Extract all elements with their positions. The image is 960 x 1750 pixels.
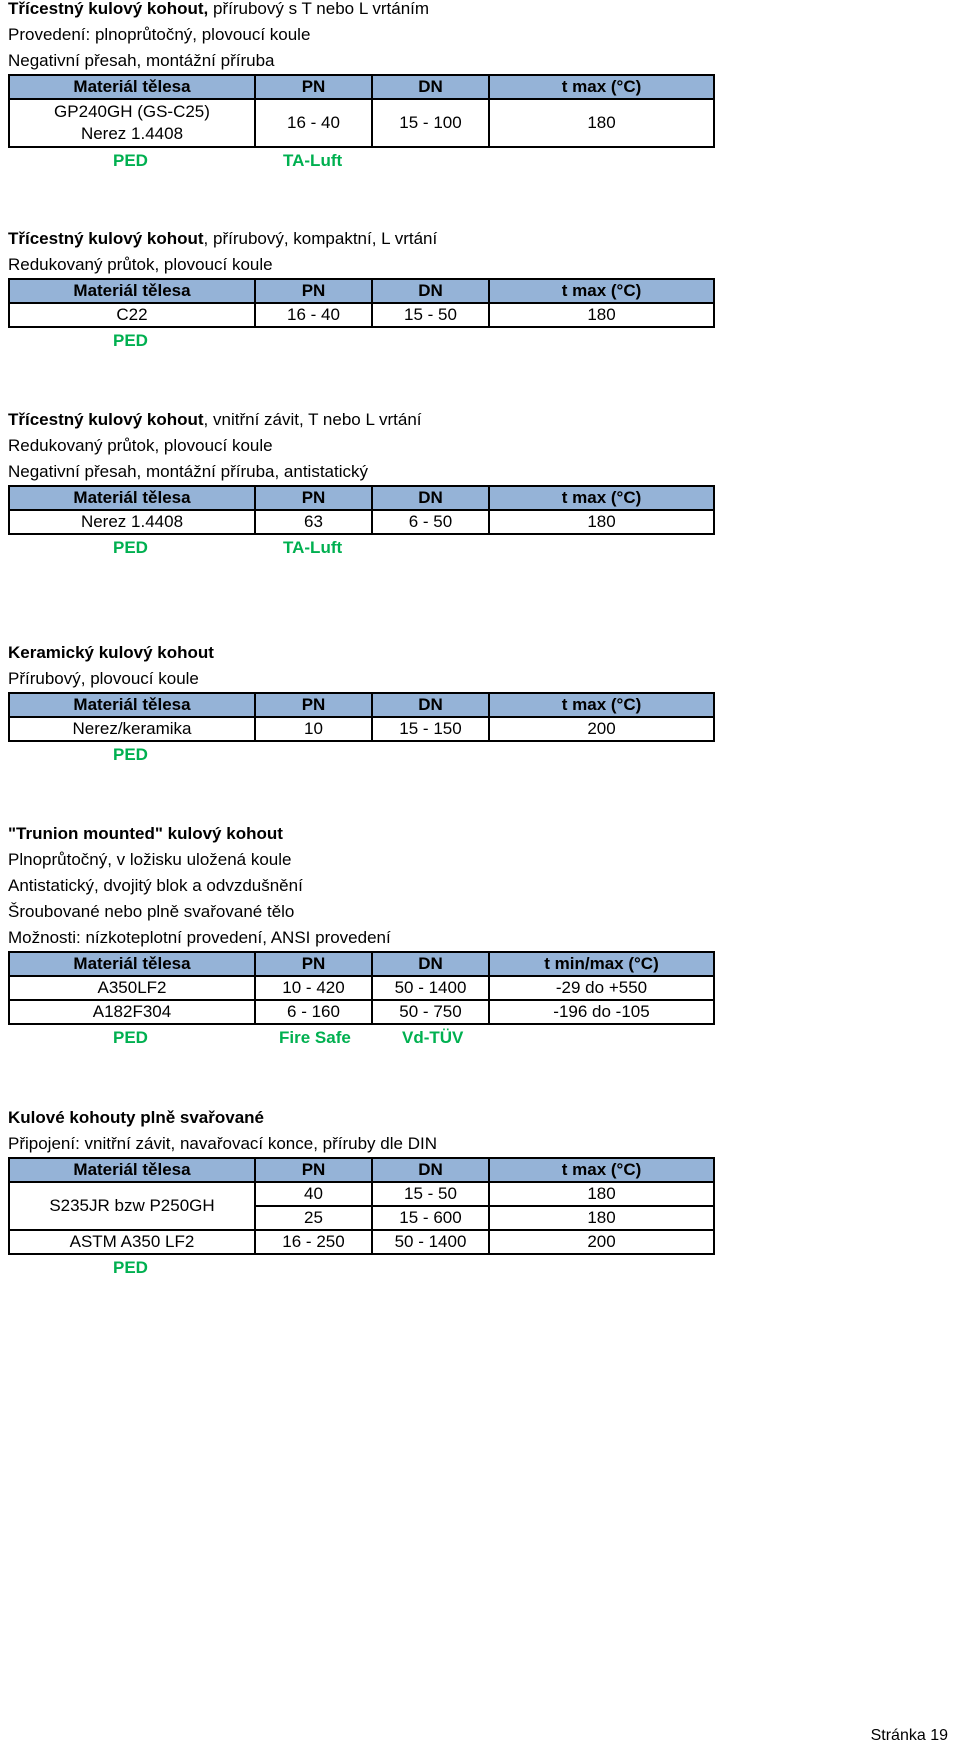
section-title: Kulové kohouty plně svařované: [8, 1108, 265, 1127]
cell-dn: 15 - 600: [372, 1206, 489, 1230]
cell-dn: 6 - 50: [372, 510, 489, 534]
description-line: Negativní přesah, montážní příruba, antistatický: [8, 462, 369, 481]
table-header-row: [9, 1158, 714, 1182]
table-row: [9, 717, 714, 741]
spec-table: [8, 1157, 715, 1255]
section-three-way-threaded: [8, 407, 713, 561]
cell-pn: 16 - 40: [255, 99, 372, 147]
table-row: [9, 1230, 714, 1254]
description-line: Plnoprůtočný, v ložisku uložená koule: [8, 850, 292, 869]
description-line: Antistatický, dvojitý blok a odvzdušnění: [8, 876, 303, 895]
header-temp: t max (°C): [489, 486, 714, 510]
cell-material: S235JR bzw P250GH: [9, 1182, 255, 1230]
section-ceramic: [8, 640, 713, 768]
badge-vd-tuv: Vd-TÜV: [402, 1028, 464, 1047]
table-header-row: [9, 486, 714, 510]
spec-table: [8, 74, 715, 148]
badge-ped: PED: [113, 331, 148, 350]
table-row: [9, 99, 714, 147]
page-number: Stránka 19: [870, 1727, 948, 1744]
header-pn: PN: [255, 486, 372, 510]
cell-temp: -196 do -105: [489, 1000, 714, 1024]
description-line: Šroubované nebo plně svařované tělo: [8, 902, 295, 921]
certification-badges: [8, 1255, 713, 1281]
cell-material: A350LF2: [9, 976, 255, 1000]
cell-pn: 16 - 250: [255, 1230, 372, 1254]
header-dn: DN: [372, 693, 489, 717]
cell-temp: 200: [489, 717, 714, 741]
cell-pn: 16 - 40: [255, 303, 372, 327]
description-line: Redukovaný průtok, plovoucí koule: [8, 255, 273, 274]
header-temp: t max (°C): [489, 75, 714, 99]
cell-dn: 50 - 1400: [372, 976, 489, 1000]
description-line: Přírubový, plovoucí koule: [8, 669, 199, 688]
header-material: Materiál tělesa: [9, 693, 255, 717]
badge-ta-luft: TA-Luft: [283, 538, 343, 557]
spec-table: [8, 692, 715, 742]
header-material: Materiál tělesa: [9, 75, 255, 99]
table-header-row: [9, 952, 714, 976]
header-dn: DN: [372, 279, 489, 303]
cell-pn: 25: [255, 1206, 372, 1230]
certification-badges: [8, 148, 713, 174]
cell-pn: 6 - 160: [255, 1000, 372, 1024]
section-title: "Trunion mounted" kulový kohout: [8, 824, 283, 843]
description-line: Redukovaný průtok, plovoucí koule: [8, 436, 273, 455]
cell-material: A182F304: [9, 1000, 255, 1024]
cell-dn: 15 - 50: [372, 303, 489, 327]
cell-material: GP240GH (GS-C25) Nerez 1.4408: [9, 99, 255, 147]
header-dn: DN: [372, 486, 489, 510]
table-header-row: [9, 75, 714, 99]
table-row: [9, 1000, 714, 1024]
cell-temp: -29 do +550: [489, 976, 714, 1000]
description-line: Připojení: vnitřní závit, navařovací konce, příruby dle DIN: [8, 1134, 437, 1153]
description-line: Provedení: plnoprůtočný, plovoucí koule: [8, 25, 311, 44]
table-header-row: [9, 693, 714, 717]
header-pn: PN: [255, 279, 372, 303]
badge-ped: PED: [113, 745, 148, 764]
cell-dn: 15 - 150: [372, 717, 489, 741]
header-pn: PN: [255, 75, 372, 99]
description-line: Negativní přesah, montážní příruba: [8, 51, 275, 70]
table-row: [9, 303, 714, 327]
table-header-row: [9, 279, 714, 303]
cell-material: C22: [9, 303, 255, 327]
header-material: Materiál tělesa: [9, 952, 255, 976]
section-fully-welded: [8, 1105, 713, 1281]
cell-temp: 180: [489, 99, 714, 147]
header-dn: DN: [372, 75, 489, 99]
certification-badges: [8, 535, 713, 561]
badge-ta-luft: TA-Luft: [283, 151, 343, 170]
cell-temp: 180: [489, 303, 714, 327]
header-dn: DN: [372, 1158, 489, 1182]
header-temp: t min/max (°C): [489, 952, 714, 976]
section-title: Třícestný kulový kohout, přírubový, kompaktní, L vrtání: [8, 229, 438, 248]
table-row: [9, 976, 714, 1000]
cell-temp: 180: [489, 510, 714, 534]
header-material: Materiál tělesa: [9, 1158, 255, 1182]
description-line: Možnosti: nízkoteplotní provedení, ANSI provedení: [8, 928, 391, 947]
cell-temp: 180: [489, 1206, 714, 1230]
cell-material: ASTM A350 LF2: [9, 1230, 255, 1254]
badge-fire-safe: Fire Safe: [279, 1028, 351, 1047]
header-pn: PN: [255, 952, 372, 976]
section-title: Třícestný kulový kohout, vnitřní závit, T nebo L vrtání: [8, 410, 422, 429]
certification-badges: [8, 328, 713, 354]
section-title: Třícestný kulový kohout, přírubový s T nebo L vrtáním: [8, 0, 430, 18]
header-temp: t max (°C): [489, 279, 714, 303]
section-three-way-flanged: [8, 0, 713, 174]
section-title: Keramický kulový kohout: [8, 643, 214, 662]
badge-ped: PED: [113, 538, 148, 557]
cell-dn: 15 - 100: [372, 99, 489, 147]
cell-material: Nerez/keramika: [9, 717, 255, 741]
certification-badges: [8, 1025, 713, 1051]
spec-table: [8, 485, 715, 535]
section-three-way-compact: [8, 226, 713, 354]
badge-ped: PED: [113, 1028, 148, 1047]
cell-material: Nerez 1.4408: [9, 510, 255, 534]
header-dn: DN: [372, 952, 489, 976]
header-pn: PN: [255, 693, 372, 717]
section-trunion: [8, 821, 713, 1051]
header-material: Materiál tělesa: [9, 279, 255, 303]
badge-ped: PED: [113, 151, 148, 170]
cell-pn: 63: [255, 510, 372, 534]
cell-pn: 10 - 420: [255, 976, 372, 1000]
cell-temp: 180: [489, 1182, 714, 1206]
cell-pn: 40: [255, 1182, 372, 1206]
cell-pn: 10: [255, 717, 372, 741]
cell-dn: 50 - 750: [372, 1000, 489, 1024]
spec-table: [8, 278, 715, 328]
header-pn: PN: [255, 1158, 372, 1182]
cell-dn: 15 - 50: [372, 1182, 489, 1206]
table-row: [9, 510, 714, 534]
table-row: [9, 1182, 714, 1206]
spec-table: [8, 951, 715, 1025]
header-material: Materiál tělesa: [9, 486, 255, 510]
certification-badges: [8, 742, 713, 768]
cell-temp: 200: [489, 1230, 714, 1254]
header-temp: t max (°C): [489, 693, 714, 717]
badge-ped: PED: [113, 1258, 148, 1277]
header-temp: t max (°C): [489, 1158, 714, 1182]
cell-dn: 50 - 1400: [372, 1230, 489, 1254]
